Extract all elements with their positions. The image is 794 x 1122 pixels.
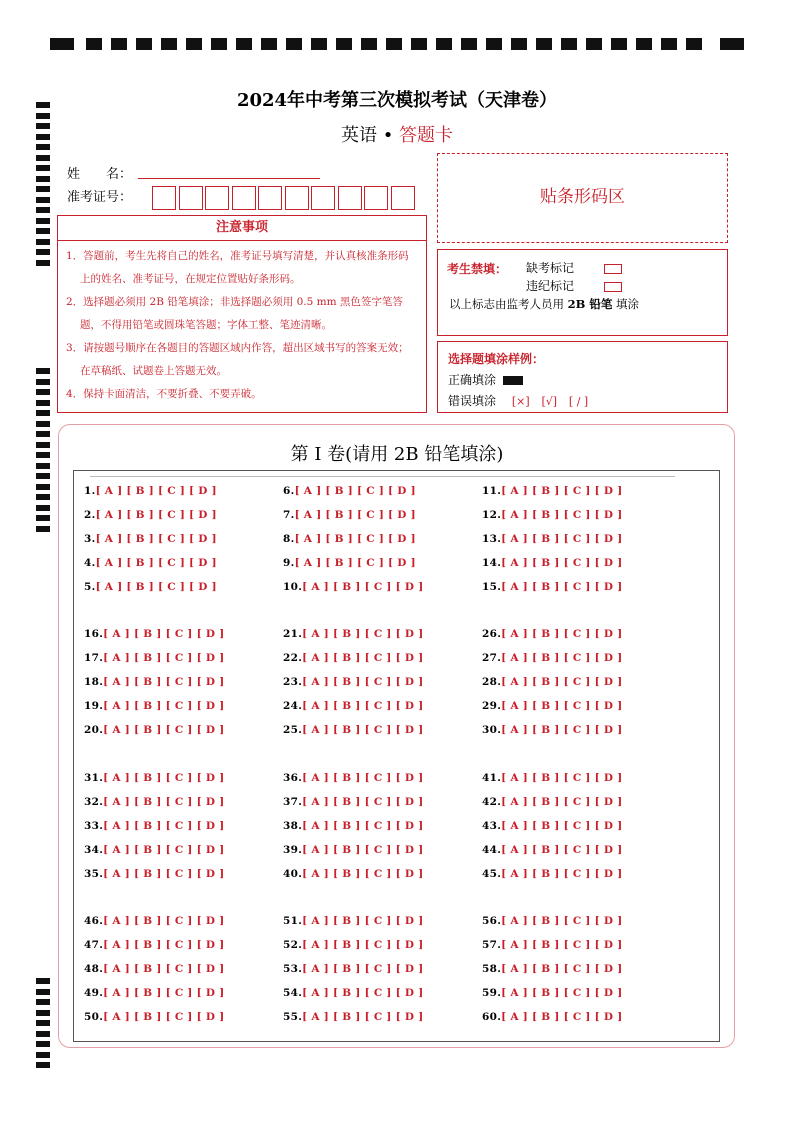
question-number: 47. bbox=[84, 939, 104, 951]
question-1[interactable] bbox=[84, 485, 217, 497]
answer-options[interactable]: [ A ] [ B ] [ C ] [ D ] bbox=[501, 963, 623, 975]
timing-mark bbox=[36, 1020, 50, 1026]
timing-mark bbox=[36, 999, 50, 1005]
question-number: 40. bbox=[283, 868, 303, 880]
timing-mark bbox=[561, 38, 577, 50]
answer-options[interactable]: [ A ] [ B ] [ C ] [ D ] bbox=[103, 868, 225, 880]
candidate-id-digit-box[interactable] bbox=[205, 186, 229, 210]
answer-card-label: 答题卡 bbox=[399, 125, 454, 146]
correct-label: 正确填涂 bbox=[448, 373, 497, 387]
candidate-id-digit-box[interactable] bbox=[364, 186, 388, 210]
question-21[interactable] bbox=[283, 628, 424, 640]
answer-options[interactable]: [ A ] [ B ] [ C ] [ D ] bbox=[501, 868, 623, 880]
question-16[interactable] bbox=[84, 628, 225, 640]
question-20[interactable] bbox=[84, 724, 225, 736]
timing-mark bbox=[686, 38, 702, 50]
question-number: 51. bbox=[283, 915, 303, 927]
question-number: 9. bbox=[283, 557, 295, 569]
question-17[interactable] bbox=[84, 652, 225, 664]
answer-options[interactable]: [ A ] [ B ] [ C ] [ D ] bbox=[501, 724, 623, 736]
proctor-only-box bbox=[437, 249, 728, 336]
question-number: 60. bbox=[482, 1011, 502, 1023]
question-number: 45. bbox=[482, 868, 502, 880]
timing-mark bbox=[36, 526, 50, 532]
answer-options[interactable]: [ A ] [ B ] [ C ] [ D ] bbox=[95, 485, 217, 497]
timing-mark bbox=[336, 38, 352, 50]
answer-options[interactable]: [ A ] [ B ] [ C ] [ D ] bbox=[95, 581, 217, 593]
violation-mark-box[interactable] bbox=[604, 282, 622, 292]
violation-mark-row bbox=[526, 277, 622, 294]
answer-options[interactable]: [ A ] [ B ] [ C ] [ D ] bbox=[302, 844, 424, 856]
candidate-id-digit-box[interactable] bbox=[391, 186, 415, 210]
answer-options[interactable]: [ A ] [ B ] [ C ] [ D ] bbox=[103, 844, 225, 856]
proctor-note-pencil: 2B 铅笔 bbox=[567, 297, 613, 311]
question-number: 55. bbox=[283, 1011, 303, 1023]
answer-grid-frame bbox=[73, 470, 720, 1042]
question-number: 57. bbox=[482, 939, 502, 951]
answer-options[interactable]: [ A ] [ B ] [ C ] [ D ] bbox=[501, 820, 623, 832]
question-number: 35. bbox=[84, 868, 104, 880]
question-number: 3. bbox=[84, 533, 96, 545]
answer-options[interactable]: [ A ] [ B ] [ C ] [ D ] bbox=[302, 581, 424, 593]
candidate-id-digit-box[interactable] bbox=[285, 186, 309, 210]
answer-options[interactable]: [ A ] [ B ] [ C ] [ D ] bbox=[302, 700, 424, 712]
question-number: 29. bbox=[482, 700, 502, 712]
answer-options[interactable]: [ A ] [ B ] [ C ] [ D ] bbox=[501, 557, 623, 569]
question-number: 34. bbox=[84, 844, 104, 856]
name-label: 姓 名： bbox=[67, 167, 133, 182]
notice-box bbox=[57, 215, 427, 413]
question-number: 5. bbox=[84, 581, 96, 593]
question-number: 18. bbox=[84, 676, 104, 688]
answer-options[interactable]: [ A ] [ B ] [ C ] [ D ] bbox=[103, 820, 225, 832]
question-number: 58. bbox=[482, 963, 502, 975]
answer-options[interactable]: [ A ] [ B ] [ C ] [ D ] bbox=[103, 628, 225, 640]
answer-options[interactable]: [ A ] [ B ] [ C ] [ D ] bbox=[95, 533, 217, 545]
timing-mark bbox=[36, 165, 50, 171]
candidate-id-digit-box[interactable] bbox=[258, 186, 282, 210]
question-number: 38. bbox=[283, 820, 303, 832]
timing-mark bbox=[461, 38, 477, 50]
answer-options[interactable]: [ A ] [ B ] [ C ] [ D ] bbox=[501, 915, 623, 927]
question-28[interactable] bbox=[482, 676, 623, 688]
answer-options[interactable]: [ A ] [ B ] [ C ] [ D ] bbox=[501, 509, 623, 521]
timing-mark bbox=[36, 239, 50, 245]
question-55[interactable] bbox=[283, 1011, 424, 1023]
question-49[interactable] bbox=[84, 987, 225, 999]
sample-title: 选择题填涂样例： bbox=[448, 352, 545, 366]
question-56[interactable] bbox=[482, 915, 623, 927]
question-number: 22. bbox=[283, 652, 303, 664]
answer-options[interactable]: [ A ] [ B ] [ C ] [ D ] bbox=[103, 939, 225, 951]
question-number: 30. bbox=[482, 724, 502, 736]
answer-options[interactable]: [ A ] [ B ] [ C ] [ D ] bbox=[302, 796, 424, 808]
question-22[interactable] bbox=[283, 652, 424, 664]
timing-mark bbox=[36, 1052, 50, 1058]
question-number: 46. bbox=[84, 915, 104, 927]
question-39[interactable] bbox=[283, 844, 424, 856]
question-45[interactable] bbox=[482, 868, 623, 880]
notice-heading: 注意事项 bbox=[58, 216, 426, 241]
notice-item: 2．选择题必须用 2B 铅笔填涂；非选择题必须用 0.5 mm 黑色签字笔答题，不得用铅笔或圆珠笔答题；字体工整、笔迹清晰。 bbox=[66, 296, 403, 331]
candidate-id-label: 准考证号： bbox=[67, 190, 133, 205]
subject-label: 英语 bbox=[340, 125, 377, 146]
timing-mark bbox=[36, 218, 50, 224]
question-number: 54. bbox=[283, 987, 303, 999]
timing-mark bbox=[486, 38, 502, 50]
timing-mark bbox=[186, 38, 202, 50]
filled-mark-icon bbox=[503, 376, 523, 385]
timing-mark bbox=[36, 1031, 50, 1037]
answer-options[interactable]: [ A ] [ B ] [ C ] [ D ] bbox=[103, 915, 225, 927]
question-number: 56. bbox=[482, 915, 502, 927]
notice-item: 4．保持卡面清洁，不要折叠、不要弄破。 bbox=[66, 388, 262, 400]
question-7[interactable] bbox=[283, 509, 416, 521]
question-number: 2. bbox=[84, 509, 96, 521]
question-23[interactable] bbox=[283, 676, 424, 688]
question-19[interactable] bbox=[84, 700, 225, 712]
wrong-mark-cross: [×] bbox=[511, 395, 530, 408]
question-41[interactable] bbox=[482, 772, 623, 784]
timing-mark bbox=[36, 176, 50, 182]
timing-mark bbox=[86, 38, 102, 50]
question-number: 39. bbox=[283, 844, 303, 856]
question-25[interactable] bbox=[283, 724, 424, 736]
question-number: 10. bbox=[283, 581, 303, 593]
question-number: 26. bbox=[482, 628, 502, 640]
correct-sample-row bbox=[448, 371, 523, 388]
answer-options[interactable]: [ A ] [ B ] [ C ] [ D ] bbox=[294, 509, 416, 521]
question-number: 43. bbox=[482, 820, 502, 832]
answer-options[interactable]: [ A ] [ B ] [ C ] [ D ] bbox=[501, 676, 623, 688]
timing-mark bbox=[36, 400, 50, 406]
question-14[interactable] bbox=[482, 557, 623, 569]
answer-options[interactable]: [ A ] [ B ] [ C ] [ D ] bbox=[302, 652, 424, 664]
timing-mark bbox=[636, 38, 652, 50]
question-29[interactable] bbox=[482, 700, 623, 712]
answer-options[interactable]: [ A ] [ B ] [ C ] [ D ] bbox=[103, 1011, 225, 1023]
question-42[interactable] bbox=[482, 796, 623, 808]
answer-options[interactable]: [ A ] [ B ] [ C ] [ D ] bbox=[501, 1011, 623, 1023]
name-field[interactable] bbox=[138, 178, 320, 179]
question-number: 17. bbox=[84, 652, 104, 664]
question-number: 44. bbox=[482, 844, 502, 856]
question-number: 36. bbox=[283, 772, 303, 784]
wrong-mark-check: [√] bbox=[541, 395, 558, 408]
question-36[interactable] bbox=[283, 772, 424, 784]
timing-mark bbox=[36, 186, 50, 192]
answer-options[interactable]: [ A ] [ B ] [ C ] [ D ] bbox=[302, 1011, 424, 1023]
timing-mark bbox=[36, 113, 50, 119]
question-number: 41. bbox=[482, 772, 502, 784]
timing-mark bbox=[36, 368, 50, 374]
question-number: 7. bbox=[283, 509, 295, 521]
answer-options[interactable]: [ A ] [ B ] [ C ] [ D ] bbox=[294, 557, 416, 569]
question-13[interactable] bbox=[482, 533, 623, 545]
timing-mark bbox=[36, 978, 50, 984]
timing-mark bbox=[36, 389, 50, 395]
answer-options[interactable]: [ A ] [ B ] [ C ] [ D ] bbox=[103, 772, 225, 784]
absent-mark-box[interactable] bbox=[604, 264, 622, 274]
answer-options[interactable]: [ A ] [ B ] [ C ] [ D ] bbox=[501, 652, 623, 664]
candidate-id-digit-box[interactable] bbox=[311, 186, 335, 210]
timing-mark bbox=[36, 155, 50, 161]
answer-options[interactable]: [ A ] [ B ] [ C ] [ D ] bbox=[294, 485, 416, 497]
exam-title: 2024年中考第三次模拟考试（天津卷） bbox=[236, 90, 558, 111]
subtitle-dot: • bbox=[382, 125, 394, 146]
timing-mark bbox=[36, 494, 50, 500]
top-timing-marks bbox=[50, 38, 745, 52]
answer-options[interactable]: [ A ] [ B ] [ C ] [ D ] bbox=[302, 868, 424, 880]
answer-options[interactable]: [ A ] [ B ] [ C ] [ D ] bbox=[501, 581, 623, 593]
candidate-id-digit-box[interactable] bbox=[179, 186, 203, 210]
violation-label: 违纪标记 bbox=[526, 279, 575, 293]
timing-mark bbox=[36, 249, 50, 255]
timing-mark bbox=[36, 515, 50, 521]
question-3[interactable] bbox=[84, 533, 217, 545]
question-46[interactable] bbox=[84, 915, 225, 927]
question-50[interactable] bbox=[84, 1011, 225, 1023]
timing-mark bbox=[361, 38, 377, 50]
question-30[interactable] bbox=[482, 724, 623, 736]
timing-mark bbox=[611, 38, 627, 50]
card-subtitle bbox=[0, 121, 794, 147]
answer-options[interactable]: [ A ] [ B ] [ C ] [ D ] bbox=[501, 772, 623, 784]
timing-mark bbox=[311, 38, 327, 50]
wrong-sample-row bbox=[448, 392, 588, 409]
question-number: 11. bbox=[482, 485, 502, 497]
timing-mark bbox=[511, 38, 527, 50]
timing-mark bbox=[661, 38, 677, 50]
timing-mark bbox=[261, 38, 277, 50]
answer-options[interactable]: [ A ] [ B ] [ C ] [ D ] bbox=[103, 676, 225, 688]
candidate-id-digit-box[interactable] bbox=[232, 186, 256, 210]
timing-mark bbox=[436, 38, 452, 50]
question-51[interactable] bbox=[283, 915, 424, 927]
question-37[interactable] bbox=[283, 796, 424, 808]
timing-mark bbox=[236, 38, 252, 50]
timing-mark bbox=[36, 197, 50, 203]
question-52[interactable] bbox=[283, 939, 424, 951]
candidate-id-digit-box[interactable] bbox=[152, 186, 176, 210]
question-40[interactable] bbox=[283, 868, 424, 880]
answer-options[interactable]: [ A ] [ B ] [ C ] [ D ] bbox=[294, 533, 416, 545]
question-number: 13. bbox=[482, 533, 502, 545]
question-number: 48. bbox=[84, 963, 104, 975]
question-26[interactable] bbox=[482, 628, 623, 640]
question-number: 59. bbox=[482, 987, 502, 999]
question-number: 25. bbox=[283, 724, 303, 736]
proctor-note-prefix: 以上标志由监考人员用 bbox=[449, 297, 564, 311]
timing-mark bbox=[36, 1041, 50, 1047]
answer-options[interactable]: [ A ] [ B ] [ C ] [ D ] bbox=[302, 676, 424, 688]
wrong-label: 错误填涂 bbox=[448, 394, 497, 408]
section-title: 第 I 卷(请用 2B 铅笔填涂) bbox=[290, 444, 504, 465]
question-number: 50. bbox=[84, 1011, 104, 1023]
question-47[interactable] bbox=[84, 939, 225, 951]
timing-mark bbox=[386, 38, 402, 50]
question-number: 49. bbox=[84, 987, 104, 999]
timing-mark bbox=[36, 484, 50, 490]
question-number: 32. bbox=[84, 796, 104, 808]
question-59[interactable] bbox=[482, 987, 623, 999]
question-24[interactable] bbox=[283, 700, 424, 712]
notice-item: 1．答题前，考生先将自己的姓名，准考证号填写清楚，并认真核准条形码上的姓名、准考证号，在规定位置贴好条形码。 bbox=[66, 250, 409, 285]
question-number: 8. bbox=[283, 533, 295, 545]
question-number: 31. bbox=[84, 772, 104, 784]
question-53[interactable] bbox=[283, 963, 424, 975]
timing-mark bbox=[36, 989, 50, 995]
answer-options[interactable]: [ A ] [ B ] [ C ] [ D ] bbox=[501, 939, 623, 951]
question-number: 1. bbox=[84, 485, 96, 497]
question-number: 24. bbox=[283, 700, 303, 712]
question-9[interactable] bbox=[283, 557, 416, 569]
question-31[interactable] bbox=[84, 772, 225, 784]
question-60[interactable] bbox=[482, 1011, 623, 1023]
answer-options[interactable]: [ A ] [ B ] [ C ] [ D ] bbox=[501, 844, 623, 856]
question-58[interactable] bbox=[482, 963, 623, 975]
answer-options[interactable]: [ A ] [ B ] [ C ] [ D ] bbox=[302, 724, 424, 736]
question-number: 42. bbox=[482, 796, 502, 808]
timing-mark bbox=[36, 421, 50, 427]
wrong-mark-slash: [ / ] bbox=[568, 395, 589, 408]
candidate-id-digit-box[interactable] bbox=[338, 186, 362, 210]
timing-mark bbox=[36, 473, 50, 479]
question-18[interactable] bbox=[84, 676, 225, 688]
answer-options[interactable]: [ A ] [ B ] [ C ] [ D ] bbox=[501, 628, 623, 640]
question-35[interactable] bbox=[84, 868, 225, 880]
question-2[interactable] bbox=[84, 509, 217, 521]
answer-options[interactable]: [ A ] [ B ] [ C ] [ D ] bbox=[501, 987, 623, 999]
answer-options[interactable]: [ A ] [ B ] [ C ] [ D ] bbox=[95, 509, 217, 521]
answer-options[interactable]: [ A ] [ B ] [ C ] [ D ] bbox=[103, 700, 225, 712]
timing-mark bbox=[36, 1062, 50, 1068]
question-number: 19. bbox=[84, 700, 104, 712]
timing-mark bbox=[36, 379, 50, 385]
question-12[interactable] bbox=[482, 509, 623, 521]
answer-options[interactable]: [ A ] [ B ] [ C ] [ D ] bbox=[302, 820, 424, 832]
answer-options[interactable]: [ A ] [ B ] [ C ] [ D ] bbox=[501, 485, 623, 497]
question-number: 27. bbox=[482, 652, 502, 664]
notice-body bbox=[58, 241, 426, 406]
timing-mark bbox=[211, 38, 227, 50]
timing-mark bbox=[111, 38, 127, 50]
timing-mark bbox=[36, 410, 50, 416]
timing-mark bbox=[286, 38, 302, 50]
fill-sample-box bbox=[437, 341, 728, 413]
answer-options[interactable]: [ A ] [ B ] [ C ] [ D ] bbox=[302, 939, 424, 951]
question-48[interactable] bbox=[84, 963, 225, 975]
question-number: 14. bbox=[482, 557, 502, 569]
answer-options[interactable]: [ A ] [ B ] [ C ] [ D ] bbox=[103, 652, 225, 664]
question-8[interactable] bbox=[283, 533, 416, 545]
question-number: 33. bbox=[84, 820, 104, 832]
notice-item: 3．请按题号顺序在各题目的答题区域内作答，超出区域书写的答案无效；在草稿纸、试题卷上答题无效。 bbox=[66, 342, 409, 377]
timing-mark bbox=[36, 505, 50, 511]
question-34[interactable] bbox=[84, 844, 225, 856]
answer-options[interactable]: [ A ] [ B ] [ C ] [ D ] bbox=[103, 963, 225, 975]
question-57[interactable] bbox=[482, 939, 623, 951]
timing-mark bbox=[36, 1010, 50, 1016]
absent-label: 缺考标记 bbox=[526, 261, 575, 275]
timing-mark bbox=[411, 38, 427, 50]
timing-mark bbox=[161, 38, 177, 50]
proctor-note bbox=[449, 296, 639, 312]
absent-mark-row bbox=[526, 259, 622, 276]
question-4[interactable] bbox=[84, 557, 217, 569]
question-5[interactable] bbox=[84, 581, 217, 593]
answer-options[interactable]: [ A ] [ B ] [ C ] [ D ] bbox=[103, 724, 225, 736]
question-number: 6. bbox=[283, 485, 295, 497]
timing-mark bbox=[36, 207, 50, 213]
barcode-area: 贴条形码区 bbox=[437, 153, 728, 243]
timing-mark bbox=[36, 431, 50, 437]
question-11[interactable] bbox=[482, 485, 623, 497]
timing-mark bbox=[720, 38, 744, 50]
question-number: 20. bbox=[84, 724, 104, 736]
answer-options[interactable]: [ A ] [ B ] [ C ] [ D ] bbox=[103, 796, 225, 808]
question-number: 28. bbox=[482, 676, 502, 688]
answer-options[interactable]: [ A ] [ B ] [ C ] [ D ] bbox=[103, 987, 225, 999]
question-6[interactable] bbox=[283, 485, 416, 497]
answer-options[interactable]: [ A ] [ B ] [ C ] [ D ] bbox=[95, 557, 217, 569]
question-number: 12. bbox=[482, 509, 502, 521]
question-32[interactable] bbox=[84, 796, 225, 808]
question-33[interactable] bbox=[84, 820, 225, 832]
question-38[interactable] bbox=[283, 820, 424, 832]
answer-options[interactable]: [ A ] [ B ] [ C ] [ D ] bbox=[302, 963, 424, 975]
answer-options[interactable]: [ A ] [ B ] [ C ] [ D ] bbox=[501, 533, 623, 545]
answer-options[interactable]: [ A ] [ B ] [ C ] [ D ] bbox=[501, 700, 623, 712]
question-44[interactable] bbox=[482, 844, 623, 856]
question-number: 52. bbox=[283, 939, 303, 951]
question-number: 15. bbox=[482, 581, 502, 593]
question-number: 23. bbox=[283, 676, 303, 688]
timing-mark bbox=[36, 228, 50, 234]
answer-options[interactable]: [ A ] [ B ] [ C ] [ D ] bbox=[501, 796, 623, 808]
question-43[interactable] bbox=[482, 820, 623, 832]
timing-mark bbox=[50, 38, 74, 50]
timing-mark bbox=[36, 260, 50, 266]
question-number: 53. bbox=[283, 963, 303, 975]
forbidden-label: 考生禁填： bbox=[447, 262, 508, 276]
question-number: 4. bbox=[84, 557, 96, 569]
question-54[interactable] bbox=[283, 987, 424, 999]
question-number: 16. bbox=[84, 628, 104, 640]
question-number: 37. bbox=[283, 796, 303, 808]
question-27[interactable] bbox=[482, 652, 623, 664]
answer-options[interactable]: [ A ] [ B ] [ C ] [ D ] bbox=[302, 772, 424, 784]
question-10[interactable] bbox=[283, 581, 424, 593]
proctor-note-suffix: 填涂 bbox=[616, 297, 640, 311]
question-number: 21. bbox=[283, 628, 303, 640]
answer-options[interactable]: [ A ] [ B ] [ C ] [ D ] bbox=[302, 628, 424, 640]
answer-options[interactable]: [ A ] [ B ] [ C ] [ D ] bbox=[302, 987, 424, 999]
timing-mark bbox=[136, 38, 152, 50]
answer-options[interactable]: [ A ] [ B ] [ C ] [ D ] bbox=[302, 915, 424, 927]
question-15[interactable] bbox=[482, 581, 623, 593]
timing-mark bbox=[586, 38, 602, 50]
timing-mark bbox=[536, 38, 552, 50]
